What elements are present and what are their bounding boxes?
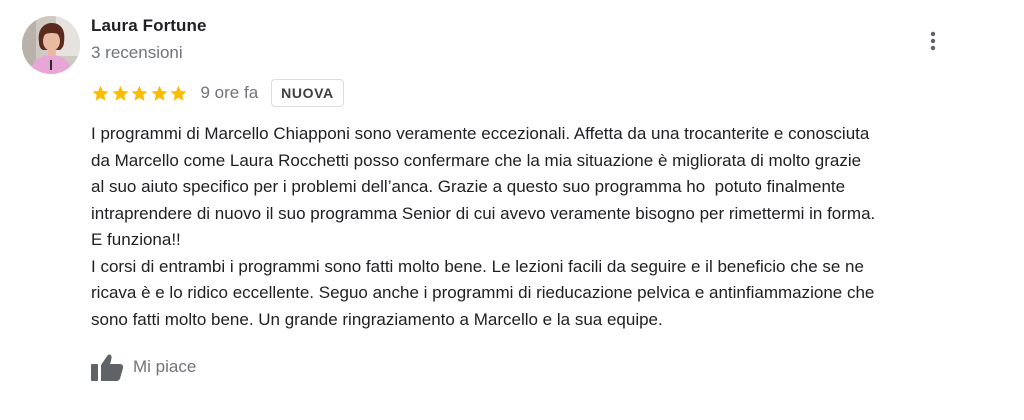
star-icon bbox=[150, 84, 169, 103]
author-name[interactable]: Laura Fortune bbox=[91, 16, 207, 35]
star-rating bbox=[91, 84, 189, 103]
like-button[interactable] bbox=[90, 350, 196, 384]
star-icon bbox=[91, 84, 110, 103]
more-options-button[interactable] bbox=[918, 26, 948, 56]
star-icon bbox=[130, 84, 149, 103]
star-icon bbox=[111, 84, 130, 103]
like-label: Mi piace bbox=[133, 357, 197, 376]
avatar-image bbox=[22, 16, 80, 74]
avatar[interactable] bbox=[22, 16, 80, 74]
review-time: 9 ore fa bbox=[200, 83, 259, 102]
thumbs-up-icon bbox=[90, 352, 124, 382]
review-paragraph: I corsi di entrambi i programmi sono fatti molto bene. Le lezioni facili da seguire e il beneficio che se ne ricava è e lo ridico eccellente. Seguo anche i programmi di rieducazione pelvica e antinfiammazione che sono fatti molto bene. Un grande ringraziamento a Marcello e la sua equipe. bbox=[91, 256, 875, 329]
new-badge: NUOVA bbox=[271, 79, 344, 107]
author-review-count: 3 recensioni bbox=[91, 43, 183, 62]
review-paragraph: I programmi di Marcello Chiapponi sono veramente eccezionali. Affetta da una trocanterite e conosciuta da Marcello come Laura Rocchetti posso confermare che la mia situazione è migliorata di molto grazie al suo aiuto specifico per i problemi dell’anca. Grazie a questo suo programma ho potuto finalmente intraprendere di nuovo il suo programma Senior di cui avevo veramente bisogno per rimettermi in forma. E funziona!! bbox=[91, 124, 876, 249]
rating-row bbox=[91, 78, 344, 108]
more-vert-icon bbox=[930, 31, 936, 51]
star-icon bbox=[169, 84, 188, 103]
review-text bbox=[91, 121, 996, 333]
